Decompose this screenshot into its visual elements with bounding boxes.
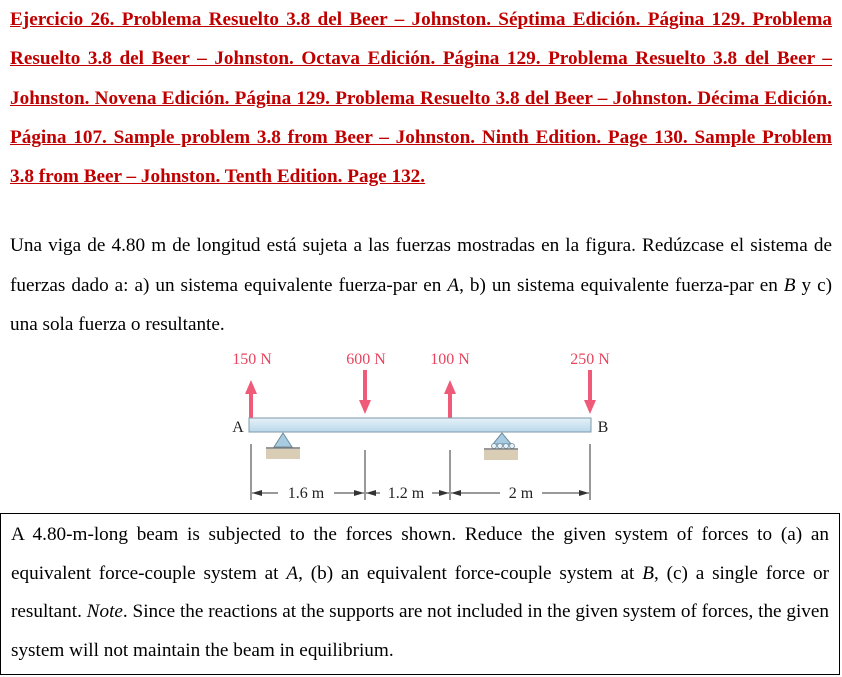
point-a-label: A	[232, 419, 244, 436]
english-text-4: . Since the reactions at the supports are not included in the given system of forces, the given system will not maintain the beam in equilibrium.	[11, 601, 829, 661]
down-arrow-icon	[584, 370, 596, 414]
problem-statement-en	[11, 514, 829, 670]
beam-figure	[210, 340, 630, 510]
english-text-2: , (b) an equivalent force-couple system at	[298, 562, 643, 584]
note-label: Note	[86, 601, 123, 623]
english-text-3: , (c) a single force or resultant.	[11, 562, 829, 623]
point-b-label: B	[597, 419, 609, 436]
up-arrow-icon	[444, 380, 456, 418]
point-b-ref-en: B	[642, 562, 654, 584]
english-text-1: A 4.80-m-long beam is subjected to the forces shown. Reduce the given system of forces to (a) an equivalent force-couple system at	[11, 524, 829, 584]
beam-diagram	[210, 340, 630, 510]
problem-statement-en-box	[0, 513, 840, 675]
force-label-150: 150 N	[232, 351, 272, 368]
problem-statement-es	[10, 226, 832, 345]
exercise-title: Ejercicio 26. Problema Resuelto 3.8 del Beer – Johnston. Séptima Edición. Página 129. Problema Resuelto 3.8 del Beer – Johnston. Octava Edición. Página 129. Problema Resuelto 3.8 del Beer – Johnston. Novena Edición. Página 129. Problema Resuelto 3.8 del Beer – Johnston. Décima Edición. Página 107. Sample problem 3.8 from Beer – Johnston. Ninth Edition. Page 130. Sample Problem 3.8 from Beer – Johnston. Tenth Edition. Page 132.	[10, 9, 832, 188]
force-label-600: 600 N	[346, 351, 386, 368]
point-a-ref-en: A	[286, 562, 299, 584]
point-a-ref: A	[447, 274, 460, 296]
point-b-ref: B	[783, 274, 796, 296]
up-arrow-icon	[245, 380, 257, 418]
roller-support-icon	[484, 433, 518, 460]
dimension-label-3: 2 m	[508, 485, 534, 502]
statement-text-3: y c) una sola fuerza o resultante.	[10, 274, 832, 335]
down-arrow-icon	[359, 370, 371, 414]
dimension-label-1: 1.6 m	[287, 485, 325, 502]
pin-support-icon	[266, 433, 300, 459]
statement-text-2: , b) un sistema equivalente fuerza-par en	[459, 274, 784, 296]
beam	[249, 418, 591, 432]
dimension-label-2: 1.2 m	[387, 485, 425, 502]
force-label-250: 250 N	[570, 351, 610, 368]
force-label-100: 100 N	[430, 351, 470, 368]
statement-text-1: Una viga de 4.80 m de longitud está sujeta a las fuerzas mostradas en la figura. Redúzcase el sistema de fuerzas dado a: a) un sistema equivalente fuerza-par en	[10, 235, 832, 296]
